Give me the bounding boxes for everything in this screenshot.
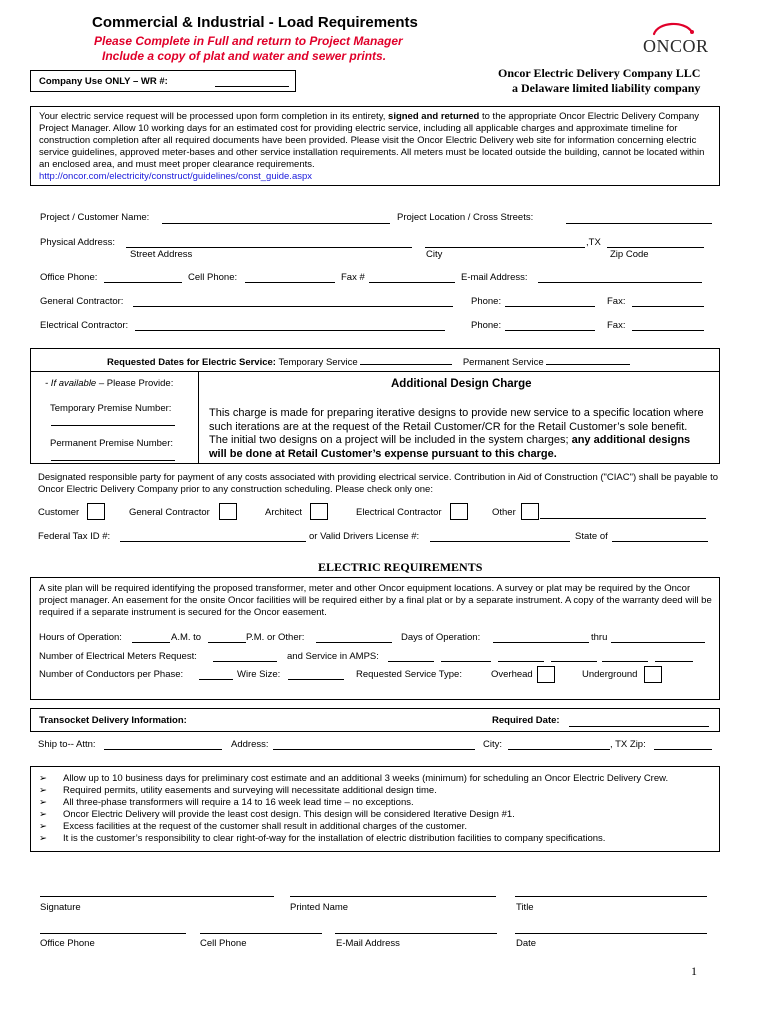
sig-date-field[interactable] — [515, 933, 707, 934]
design-charge-title: Additional Design Charge — [391, 378, 532, 390]
note-item: ➢ Allow up to 10 business days for preliminary cost estimate and an additional 3 weeks (minimum) for scheduling an Oncor Electric Delivery Crew. — [39, 773, 669, 784]
hours-pm-field[interactable] — [208, 642, 246, 643]
required-date-label: Required Date: — [492, 715, 560, 726]
intro-box — [30, 106, 720, 186]
ship-city-label: City: — [483, 739, 502, 750]
wire-size-field[interactable] — [288, 679, 344, 680]
office-phone-field[interactable] — [104, 282, 182, 283]
fax-field[interactable] — [369, 282, 455, 283]
ship-zip-field[interactable] — [654, 749, 712, 750]
premise-divider — [198, 371, 199, 463]
gc-fax-label: Fax: — [607, 296, 626, 307]
sig-office-phone-label: Office Phone — [40, 938, 95, 949]
sig-date-label: Date — [516, 938, 537, 949]
amps-field-5[interactable] — [602, 661, 648, 662]
permanent-service-label: Permanent Service — [462, 357, 544, 368]
ship-to-label: Ship to-- Attn: — [38, 739, 96, 750]
conductors-label: Number of Conductors per Phase: — [39, 669, 184, 680]
gc-fax-field[interactable] — [632, 306, 704, 307]
electric-requirements-text: A site plan will be required identifying the proposed transformer, meter and other Oncor equipment locations. A survey or plat may be required by the Oncor project manager. An easement for the onsite Oncor facilities will be required either by a final plat or by a separate instrument. A copy of the warranty deed will be required if a separate instrument is secured for the Oncor easement. — [39, 583, 712, 618]
zip-field[interactable] — [607, 247, 704, 248]
amps-field-4[interactable] — [551, 661, 597, 662]
temporary-service-label: Temporary Service — [278, 357, 358, 368]
design-charge-text: This charge is made for preparing iterative designs to provide new service to a specific location where such iterations are at the request of the Retail Customer/CR for the Retail Customer’s sole benefit. The initial two designs on a project will be included in the system charges; any additional designs will be done at Retail Customer’s expense pursuant to this charge. — [209, 407, 704, 460]
tax-id-label: Federal Tax ID #: — [38, 531, 111, 542]
payment-other-field[interactable] — [540, 518, 706, 519]
oncor-logo — [640, 18, 709, 62]
company-use-label: Company Use ONLY – WR #: — [39, 76, 168, 87]
amps-field-2[interactable] — [441, 661, 491, 662]
ship-address-field[interactable] — [273, 749, 475, 750]
required-date-field[interactable] — [569, 726, 709, 727]
if-available-label: - If available – Please Provide: — [45, 378, 174, 389]
wire-size-label: Wire Size: — [237, 669, 281, 680]
tax-id-field[interactable] — [120, 541, 306, 542]
street-address-caption: Street Address — [130, 249, 193, 260]
temp-premise-field[interactable] — [51, 425, 175, 426]
am-to-label: A.M. to — [171, 632, 202, 643]
note-item: ➢ Excess facilities at the request of the customer shall result in additional charges of the customer. — [39, 821, 467, 832]
company-use-box — [30, 70, 296, 92]
note-item: ➢ Oncor Electric Delivery will provide the least cost design. This design will be considered Iterative Design #1. — [39, 809, 515, 820]
permanent-service-date[interactable] — [546, 354, 630, 365]
signature-field[interactable] — [40, 896, 274, 897]
city-caption: City — [426, 249, 443, 260]
tx-label: ,TX — [586, 237, 601, 248]
ship-address-label: Address: — [231, 739, 269, 750]
transocket-box — [30, 708, 720, 732]
wr-number-field[interactable] — [215, 76, 289, 87]
hours-am-field[interactable] — [132, 642, 170, 643]
payment-option-customer-label: Customer — [38, 507, 80, 518]
electrical-contractor-field[interactable] — [135, 330, 445, 331]
dates-divider — [31, 371, 719, 372]
electric-requirements-heading: ELECTRIC REQUIREMENTS — [318, 560, 483, 574]
dates-design-box — [30, 348, 720, 464]
fax-label: Fax # — [341, 272, 365, 283]
hours-other-field[interactable] — [316, 642, 392, 643]
ec-fax-field[interactable] — [632, 330, 704, 331]
ec-phone-label: Phone: — [471, 320, 502, 331]
title-field[interactable] — [515, 896, 707, 897]
underground-label: Underground — [582, 669, 638, 680]
printed-name-field[interactable] — [290, 896, 496, 897]
payment-option-architect-checkbox[interactable] — [310, 503, 328, 520]
general-contractor-field[interactable] — [133, 306, 453, 307]
electrical-contractor-label: Electrical Contractor: — [40, 320, 129, 331]
electric-requirements-box — [30, 577, 720, 700]
state-field[interactable] — [612, 541, 708, 542]
city-field[interactable] — [425, 247, 585, 248]
payment-option-ec-label: Electrical Contractor — [356, 507, 442, 518]
oncor-logo-text: ONCOR — [643, 36, 709, 56]
overhead-label: Overhead — [491, 669, 533, 680]
note-item: ➢ Required permits, utility easements and surveying will necessitate additional design time. — [39, 785, 437, 796]
cell-phone-label: Cell Phone: — [188, 272, 238, 283]
temp-premise-label: Temporary Premise Number: — [50, 403, 172, 414]
perm-premise-field[interactable] — [51, 460, 175, 461]
sig-cell-phone-label: Cell Phone — [200, 938, 247, 949]
note-item: ➢ All three-phase transformers will require a 14 to 16 week lead time – no exceptions. — [39, 797, 414, 808]
days-from-field[interactable] — [493, 642, 589, 643]
sig-office-phone-field[interactable] — [40, 933, 186, 934]
amps-label: and Service in AMPS: — [287, 651, 379, 662]
thru-label: thru — [591, 632, 608, 643]
sig-cell-phone-field[interactable] — [200, 933, 322, 934]
meters-field[interactable] — [213, 661, 277, 662]
days-thru-field[interactable] — [611, 642, 705, 643]
transocket-label: Transocket Delivery Information: — [39, 715, 187, 726]
perm-premise-label: Permanent Premise Number: — [50, 438, 174, 449]
notes-box — [30, 766, 720, 852]
gc-phone-label: Phone: — [471, 296, 502, 307]
gc-phone-field[interactable] — [505, 306, 595, 307]
company-subtitle: a Delaware limited liability company — [512, 81, 701, 95]
service-type-label: Requested Service Type: — [356, 669, 462, 680]
requested-dates-row — [107, 354, 630, 368]
payment-option-gc-label: General Contractor — [129, 507, 210, 518]
cell-phone-field[interactable] — [245, 282, 335, 283]
form-title: Commercial & Industrial - Load Requirements — [92, 14, 418, 31]
underground-checkbox[interactable] — [644, 666, 662, 683]
overhead-checkbox[interactable] — [537, 666, 555, 683]
physical-address-label: Physical Address: — [40, 237, 115, 248]
location-label: Project Location / Cross Streets: — [397, 212, 534, 223]
general-contractor-label: General Contractor: — [40, 296, 124, 307]
intro-text: Your electric service request will be processed upon form completion in its entirety, signed and returned to the appropriate Oncor Electric Delivery Company Project Manager. Allow 10 working days for an estimated cost for providing electric service, including all applicable charges and approximate timeline for construction completion after all required documents have been provided. Please visit the Oncor Electric Delivery web site for information concerning electric service guidelines, approved meter-bases and other service installation requirements. All meters must be located outside the building, cannot be located within an enclosed area, and must meet proper clearance requirements. http://oncor.com/electricity/construct/guidelines/const_guide.aspx — [39, 111, 705, 182]
intro-text-bold: signed and returned — [388, 111, 480, 122]
customer-name-label: Project / Customer Name: — [40, 212, 150, 223]
printed-name-label: Printed Name — [290, 902, 349, 913]
form-subtitle-include: Include a copy of plat and water and sewer prints. — [102, 49, 387, 63]
company-name: Oncor Electric Delivery Company LLC — [498, 66, 701, 80]
ec-phone-field[interactable] — [505, 330, 595, 331]
street-address-field[interactable] — [126, 247, 412, 248]
conductors-field[interactable] — [199, 679, 233, 680]
amps-field-3[interactable] — [498, 661, 544, 662]
amps-field-1[interactable] — [388, 661, 434, 662]
ship-city-field[interactable] — [508, 749, 610, 750]
guidelines-link[interactable]: http://oncor.com/electricity/construct/guidelines/const_guide.aspx — [39, 171, 313, 182]
ec-fax-label: Fax: — [607, 320, 626, 331]
license-label: or Valid Drivers License #: — [309, 531, 420, 542]
ship-tx-zip-label: , TX Zip: — [610, 739, 646, 750]
payment-text: Designated responsible party for payment of any costs associated with providing electrical service. Contribution in Aid of Construction ("CIAC") shall be payable to Oncor Electric Delivery Company prior to any construction scheduling. Please check only one: — [38, 472, 719, 495]
pm-other-label: P.M. or Other: — [246, 632, 305, 643]
temporary-service-date[interactable] — [360, 354, 452, 365]
payment-option-other-label: Other — [492, 507, 516, 518]
title-label: Title — [516, 902, 534, 913]
payment-option-gc-checkbox[interactable] — [219, 503, 237, 520]
hours-label: Hours of Operation: — [39, 632, 122, 643]
license-field[interactable] — [430, 541, 570, 542]
zip-caption: Zip Code — [610, 249, 649, 260]
sig-email-field[interactable] — [335, 933, 497, 934]
ship-to-field[interactable] — [104, 749, 222, 750]
signature-label: Signature — [40, 902, 81, 913]
form-subtitle-return: Please Complete in Full and return to Project Manager — [94, 34, 403, 48]
email-field[interactable] — [538, 282, 702, 283]
page-number: 1 — [691, 964, 697, 978]
payment-option-customer-checkbox[interactable] — [87, 503, 105, 520]
customer-name-field[interactable] — [162, 223, 390, 224]
payment-option-ec-checkbox[interactable] — [450, 503, 468, 520]
location-field[interactable] — [566, 223, 712, 224]
note-item: ➢ It is the customer’s responsibility to clear right-of-way for the installation of electric distribution facilities to company specifications. — [39, 833, 606, 844]
payment-option-architect-label: Architect — [265, 507, 302, 518]
state-label: State of — [575, 531, 608, 542]
meters-label: Number of Electrical Meters Request: — [39, 651, 197, 662]
amps-field-6[interactable] — [655, 661, 693, 662]
office-phone-label: Office Phone: — [40, 272, 98, 283]
payment-option-other-checkbox[interactable] — [521, 503, 539, 520]
notes-list — [39, 773, 668, 845]
requested-dates-label: Requested Dates for Electric Service: — [107, 357, 276, 368]
sig-email-label: E-Mail Address — [336, 938, 400, 949]
days-label: Days of Operation: — [401, 632, 481, 643]
email-label: E-mail Address: — [461, 272, 528, 283]
